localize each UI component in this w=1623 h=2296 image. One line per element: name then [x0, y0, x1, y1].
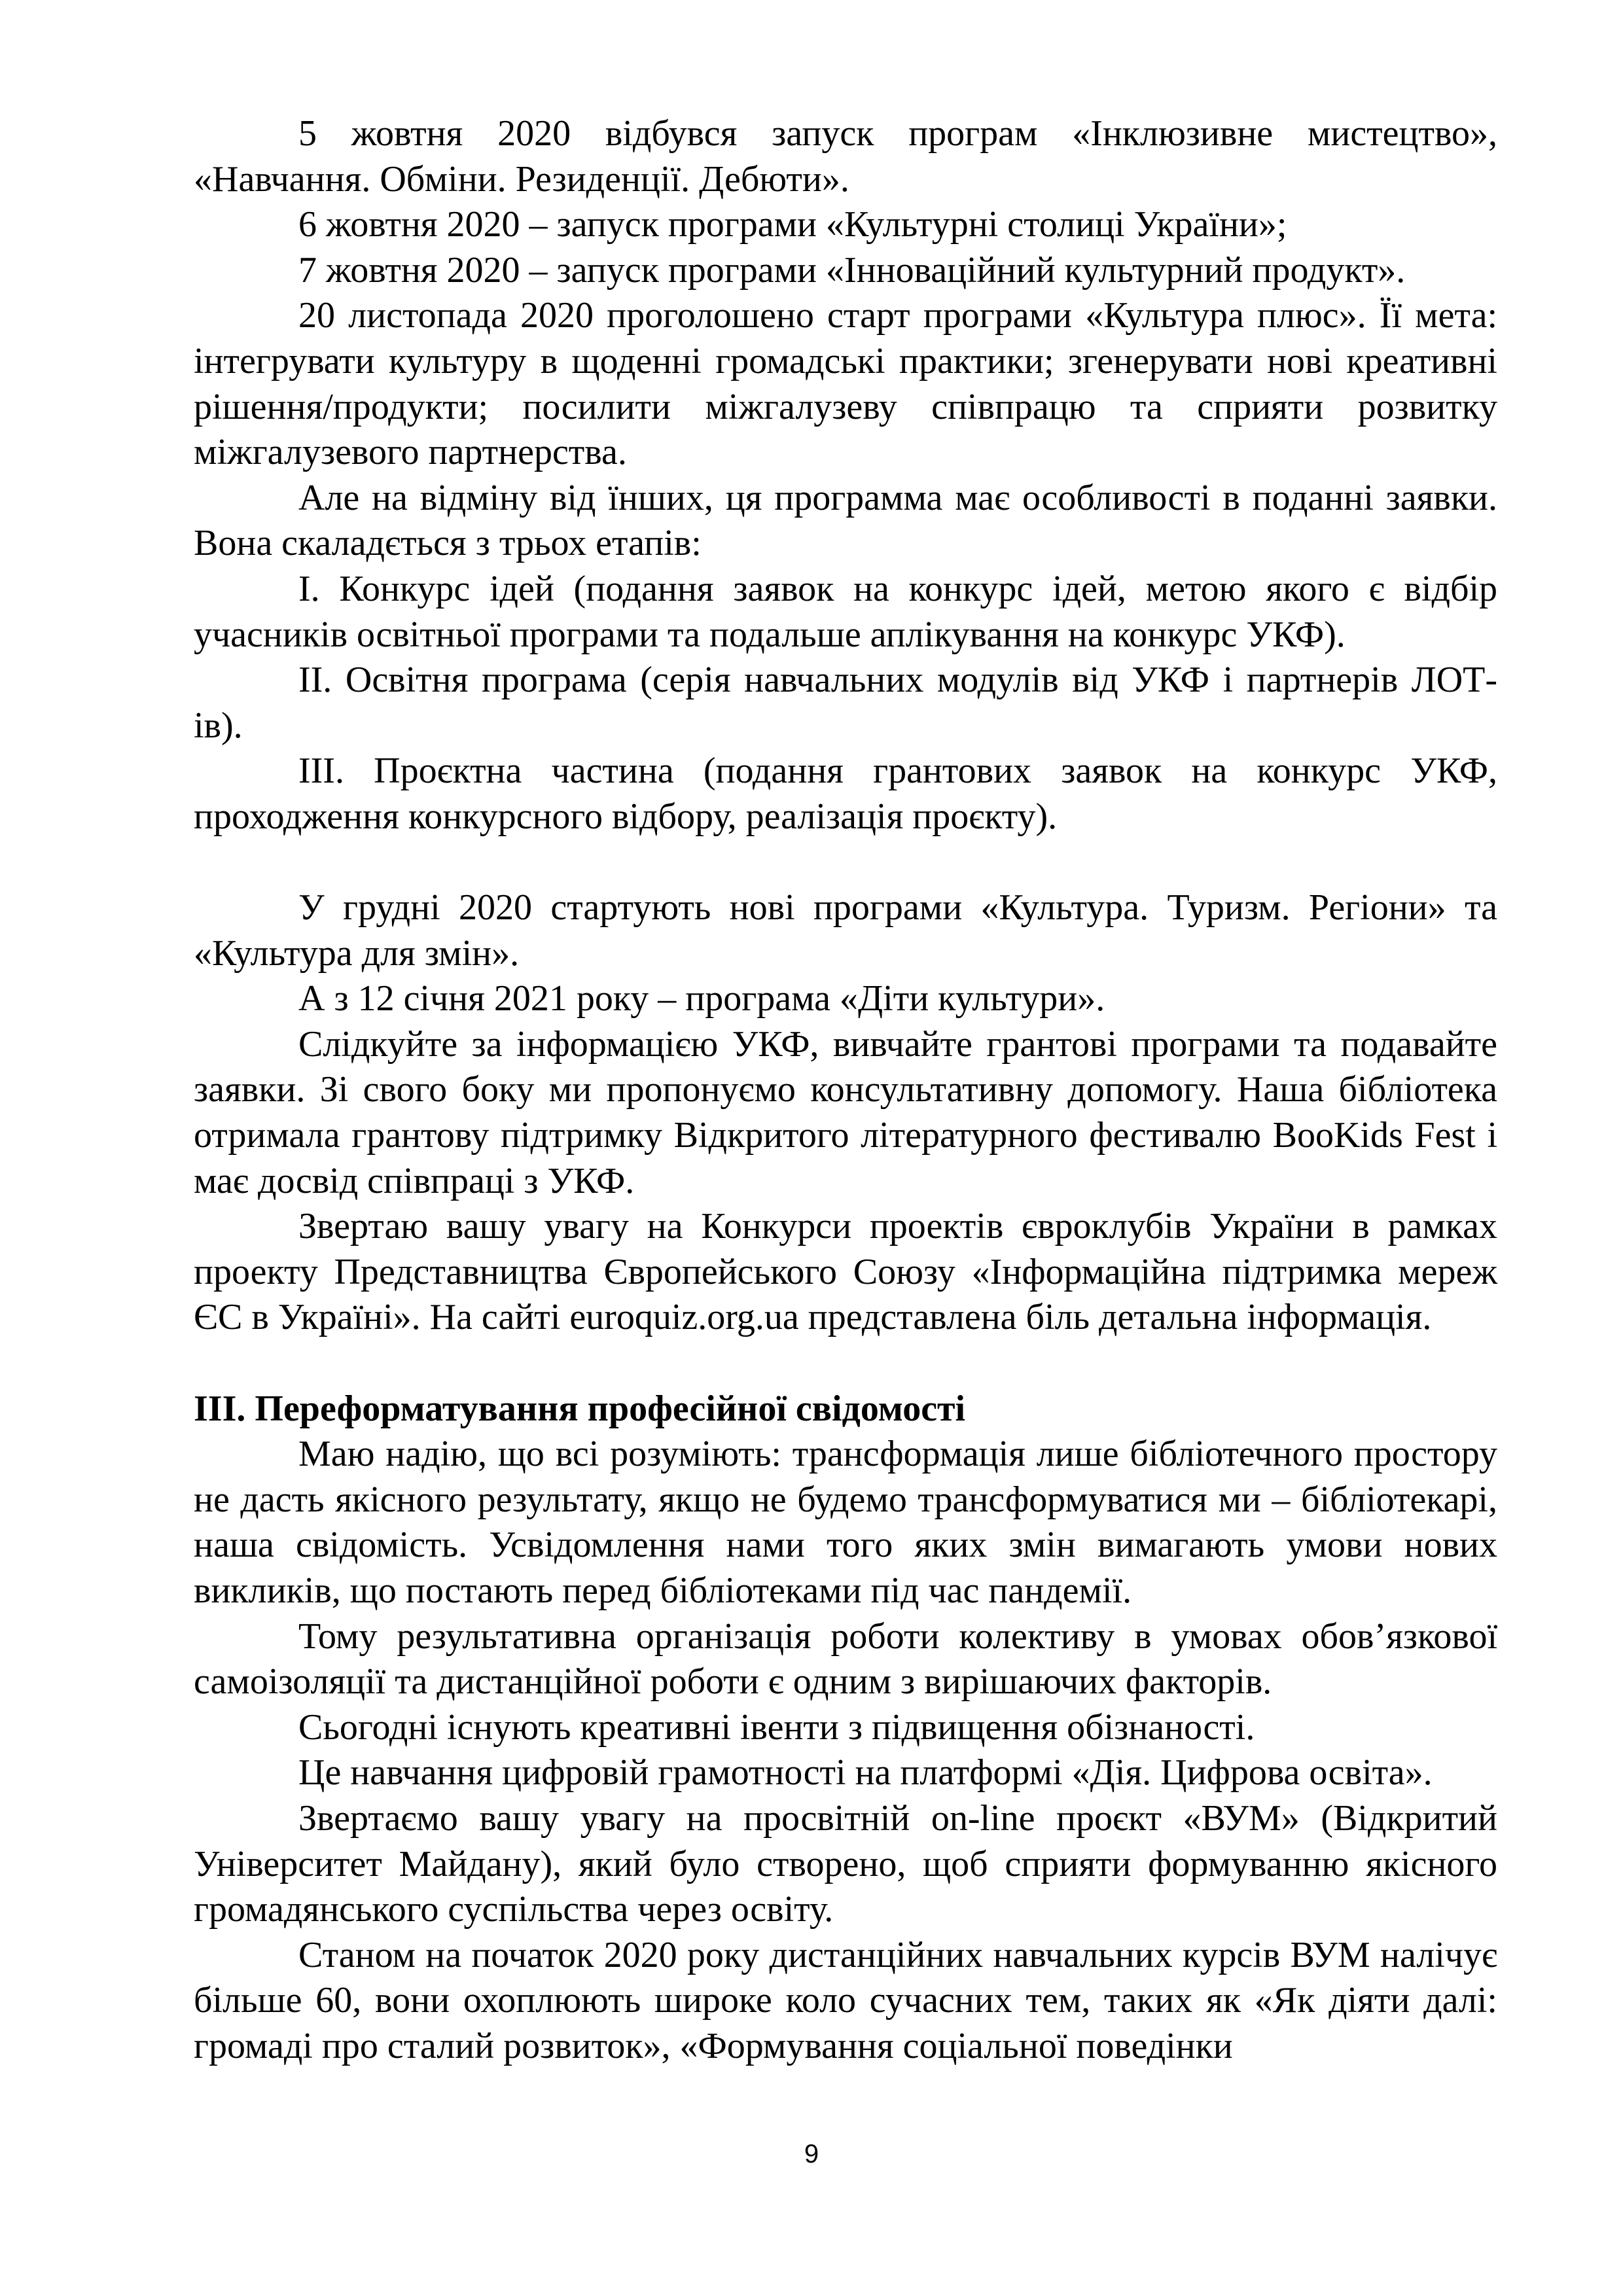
paragraph-stage-two: ІІ. Освітня програма (серія навчальних модулів від УКФ і партнерів ЛОТ-ів).	[194, 660, 1497, 746]
paragraph-children-of-culture: А з 12 січня 2021 року – програма «Діти культури».	[298, 978, 1105, 1019]
paragraph-application-stages-intro: Але на відміну від їнших, ця программа має особливості в поданні заявки. Вона скаладється з трьох етапів:	[194, 477, 1497, 564]
page-number: 9	[804, 2140, 819, 2168]
paragraph-culture-plus-start: 20 листопада 2020 проголошено старт програми «Культура плюс». Її мета: інтегрувати культуру в щоденні громадські практики; згенерувати нові креативні рішення/продукти; посилити міжгалузеву співпрацю та сприяти розвитку міжгалузевого партнерства.	[194, 295, 1497, 473]
document-body	[194, 111, 1497, 2070]
paragraph-stage-one: І. Конкурс ідей (подання заявок на конкурс ідей, метою якого є відбір учасників освітньої програми та подальше аплікування на конкурс УКФ).	[194, 568, 1497, 655]
paragraph-inclusive-art-launch: 5 жовтня 2020 відбувся запуск програм «Інклюзивне мистецтво», «Навчання. Обміни. Резиденції. Дебюти».	[194, 113, 1497, 200]
paragraph-december-programs: У грудні 2020 стартують нові програми «Культура. Туризм. Регіони» та «Культура для змін».	[194, 887, 1497, 974]
paragraph-vum-project: Звертаємо вашу увагу на просвітній on-line проєкт «ВУМ» (Відкритий Університет Майдану), який було створено, щоб сприяти формуванню якісного громадянського суспільства через освіту.	[194, 1797, 1497, 1930]
paragraph-digital-literacy: Це навчання цифровій грамотності на платформі «Дія. Цифрова освіта».	[298, 1752, 1433, 1793]
paragraph-innovative-product-launch: 7 жовтня 2020 – запуск програми «Інноваційний культурний продукт».	[298, 249, 1406, 291]
paragraph-stage-three: ІІІ. Проєктна частина (подання грантових заявок на конкурс УКФ, проходження конкурсного відбору, реалізація проєкту).	[194, 751, 1497, 837]
paragraph-transformation-hope: Маю надію, що всі розуміють: трансформація лише бібліотечного простору не дасть якісного результату, якщо не будемо трансформуватися ми – бібліотекарі, наша свідомість. Усвідомлення нами того яких змін вимагають умови нових викликів, що постають перед бібліотеками під час пандемії.	[194, 1434, 1497, 1611]
paragraph-vum-courses: Станом на початок 2020 року дистанційних навчальних курсів ВУМ налічує більше 60, вони охоплюють широке коло сучасних тем, таких як «Як діяти далі: громаді про сталий розвиток», «Формування соціальної поведінки	[194, 1934, 1497, 2066]
paragraph-creative-events: Сьогодні існують креативні івенти з підвищення обізнаності.	[298, 1706, 1255, 1748]
paragraph-cultural-capitals-launch: 6 жовтня 2020 – запуск програми «Культурні столиці України»;	[298, 204, 1287, 245]
paragraph-euroclubs-contest: Звертаю вашу увагу на Конкурси проектів євроклубів України в рамках проекту Представництва Європейського Союзу «Інформаційна підтримка мереж ЄС в Україні». На сайті euroquiz.org.ua представлена біль детальна інформація.	[194, 1206, 1497, 1338]
paragraph-follow-ukf: Слідкуйте за інформацією УКФ, вивчайте грантові програми та подавайте заявки. Зі свого боку ми пропонуємо консультативну допомогу. Наша бібліотека отримала грантову підтримку Відкритого літературного фестивалю BooKids Fest і має досвід співпраці з УКФ.	[194, 1023, 1497, 1201]
paragraph-team-organization: Тому результативна організація роботи колективу в умовах обов’язкової самоізоляції та дистанційної роботи є одним з вирішаючих факторів.	[194, 1616, 1497, 1703]
section-heading: ІІІ. Переформатування професійної свідомості	[194, 1388, 966, 1429]
